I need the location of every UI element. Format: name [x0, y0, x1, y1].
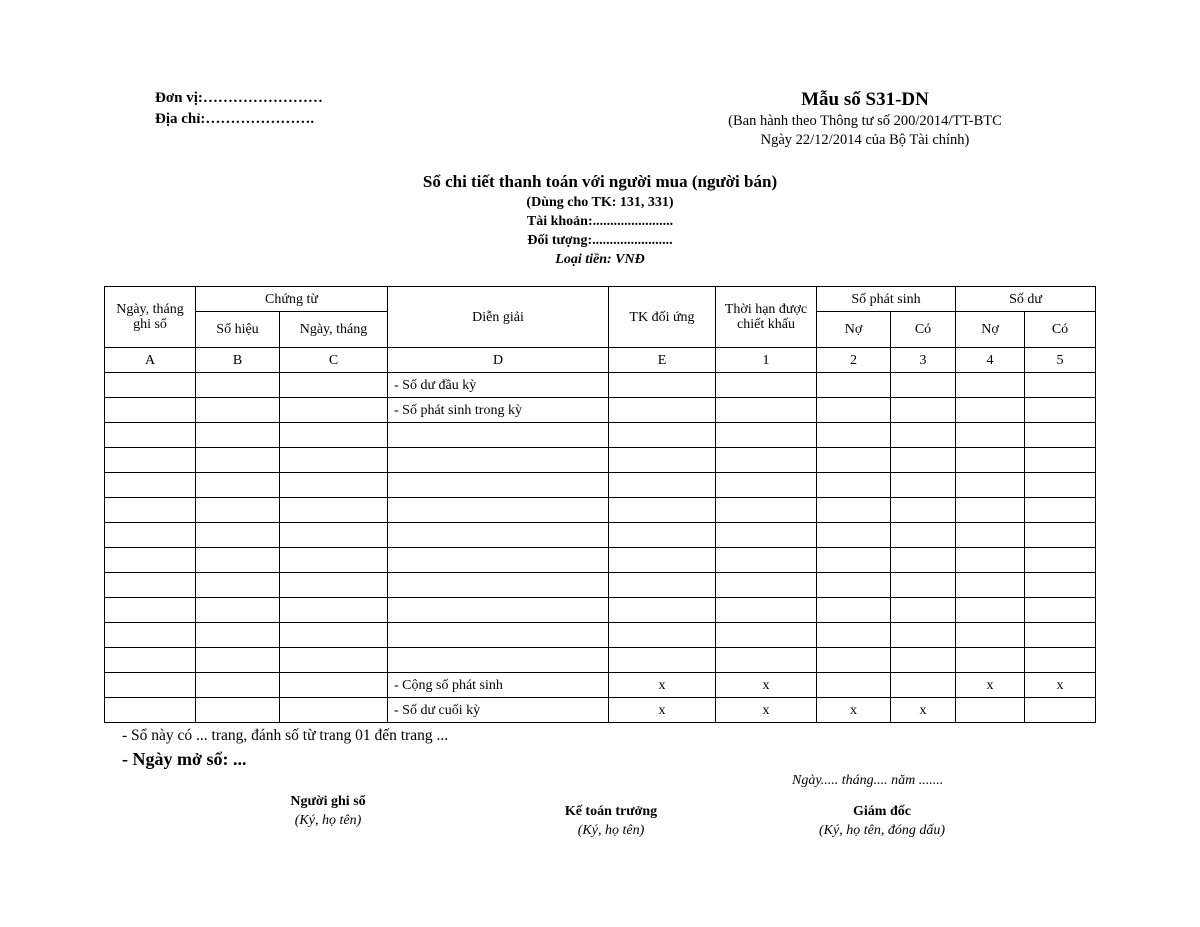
table-cell — [609, 648, 716, 673]
header-voucher-date: Ngày, tháng — [280, 312, 388, 348]
table-cell — [956, 498, 1025, 523]
column-code: C — [280, 348, 388, 373]
usage-note: (Dùng cho TK: 131, 331) — [526, 195, 674, 210]
open-date: - Ngày mở sổ: ... — [122, 749, 247, 769]
header-contra-account: TK đối ứng — [609, 287, 716, 348]
table-cell — [956, 698, 1025, 723]
table-cell — [1025, 473, 1096, 498]
table-cell — [1025, 448, 1096, 473]
table-cell — [716, 548, 817, 573]
table-cell — [105, 648, 196, 673]
table-cell — [891, 573, 956, 598]
table-cell — [105, 523, 196, 548]
table-cell — [609, 448, 716, 473]
table-row — [105, 673, 1096, 698]
table-cell — [956, 398, 1025, 423]
account-label: Tài khoản:....................... — [526, 214, 674, 229]
table-cell — [609, 523, 716, 548]
signature-recorder — [228, 792, 428, 830]
table-cell — [196, 448, 280, 473]
column-code: 2 — [817, 348, 891, 373]
issued-line-1: (Ban hành theo Thông tư số 200/2014/TT-BTC — [728, 113, 1002, 129]
table-cell — [280, 623, 388, 648]
table-cell — [956, 548, 1025, 573]
table-cell — [609, 598, 716, 623]
table-cell — [609, 398, 716, 423]
table-cell — [956, 648, 1025, 673]
table-cell — [716, 523, 817, 548]
table-row — [105, 498, 1096, 523]
table-cell — [817, 448, 891, 473]
table-cell — [716, 473, 817, 498]
table-cell — [609, 373, 716, 398]
header-date: Ngày, tháng ghi sổ — [105, 287, 196, 348]
header-balance-debit: Nợ — [956, 312, 1025, 348]
table-cell — [280, 398, 388, 423]
table-cell — [280, 598, 388, 623]
table-cell — [105, 448, 196, 473]
table-cell — [817, 573, 891, 598]
table-cell — [1025, 648, 1096, 673]
table-cell — [891, 548, 956, 573]
signature-chief-accountant — [511, 802, 711, 840]
unit-info — [155, 88, 323, 130]
unit-label: Đơn vị:…………………… — [155, 90, 323, 106]
table-cell — [388, 423, 609, 448]
table-cell — [817, 373, 891, 398]
table-cell — [196, 698, 280, 723]
table-cell — [891, 423, 956, 448]
header-arising: Số phát sinh — [817, 287, 956, 312]
header-voucher-number: Số hiệu — [196, 312, 280, 348]
table-cell — [716, 373, 817, 398]
table-cell — [609, 498, 716, 523]
table-cell — [196, 673, 280, 698]
table-cell — [817, 548, 891, 573]
table-cell: - Số dư cuối kỳ — [388, 698, 609, 723]
recorder-title: Người ghi sổ — [290, 794, 366, 809]
table-cell — [716, 623, 817, 648]
table-cell: x — [817, 698, 891, 723]
table-cell — [280, 698, 388, 723]
table-cell — [817, 598, 891, 623]
table-cell — [1025, 698, 1096, 723]
table-cell — [105, 673, 196, 698]
table-cell — [891, 473, 956, 498]
table-cell — [105, 473, 196, 498]
table-cell — [388, 448, 609, 473]
table-cell — [280, 448, 388, 473]
table-cell — [716, 648, 817, 673]
table-cell: - Số dư đầu kỳ — [388, 373, 609, 398]
column-code: 4 — [956, 348, 1025, 373]
recorder-note: (Ký, họ tên) — [294, 813, 362, 828]
table-cell — [1025, 498, 1096, 523]
table-cell — [280, 523, 388, 548]
director-note: (Ký, họ tên, đóng dấu) — [819, 823, 945, 838]
table-cell: x — [891, 698, 956, 723]
column-code: A — [105, 348, 196, 373]
table-cell — [609, 423, 716, 448]
table-cell — [388, 623, 609, 648]
column-code-row — [105, 348, 1096, 373]
table-cell — [388, 573, 609, 598]
table-cell — [817, 398, 891, 423]
table-cell — [105, 498, 196, 523]
table-cell — [196, 548, 280, 573]
table-cell — [891, 673, 956, 698]
header-voucher: Chứng từ — [196, 287, 388, 312]
table-cell — [609, 548, 716, 573]
table-cell — [105, 698, 196, 723]
table-cell — [105, 598, 196, 623]
table-row — [105, 598, 1096, 623]
chief-accountant-note: (Ký, họ tên) — [577, 823, 645, 838]
table-cell: x — [609, 698, 716, 723]
table-row — [105, 373, 1096, 398]
director-title: Giám đốc — [853, 804, 911, 819]
table-cell — [1025, 598, 1096, 623]
table-cell: - Cộng số phát sinh — [388, 673, 609, 698]
table-cell — [956, 423, 1025, 448]
table-row — [105, 398, 1096, 423]
table-cell — [388, 473, 609, 498]
column-code: 3 — [891, 348, 956, 373]
table-cell — [196, 423, 280, 448]
table-cell — [1025, 373, 1096, 398]
table-cell — [609, 473, 716, 498]
table-cell — [1025, 523, 1096, 548]
table-row — [105, 648, 1096, 673]
column-code: E — [609, 348, 716, 373]
table-cell — [196, 598, 280, 623]
header-description: Diễn giải — [388, 287, 609, 348]
table-cell — [105, 398, 196, 423]
currency-label: Loại tiền: VNĐ — [555, 252, 645, 267]
table-cell — [716, 423, 817, 448]
address-label: Địa chỉ:…………………. — [155, 111, 315, 127]
table-cell — [1025, 548, 1096, 573]
column-code: 1 — [716, 348, 817, 373]
table-cell — [891, 498, 956, 523]
table-row — [105, 573, 1096, 598]
table-cell — [891, 448, 956, 473]
table-cell — [280, 673, 388, 698]
table-cell — [817, 423, 891, 448]
header-arising-debit: Nợ — [817, 312, 891, 348]
table-cell — [609, 623, 716, 648]
table-row — [105, 548, 1096, 573]
header-discount-term: Thời hạn được chiết khấu — [716, 287, 817, 348]
table-cell — [716, 498, 817, 523]
table-cell — [196, 398, 280, 423]
page-title: Sổ chi tiết thanh toán với người mua (người bán) — [422, 172, 778, 191]
column-code: B — [196, 348, 280, 373]
table-cell — [280, 373, 388, 398]
header-balance: Số dư — [956, 287, 1096, 312]
table-cell: x — [609, 673, 716, 698]
table-cell — [956, 473, 1025, 498]
table-cell — [956, 573, 1025, 598]
table-cell: - Số phát sinh trong kỳ — [388, 398, 609, 423]
table-cell — [956, 448, 1025, 473]
table-cell — [280, 648, 388, 673]
table-cell — [196, 623, 280, 648]
table-cell — [388, 648, 609, 673]
pages-note: - Sổ này có ... trang, đánh số từ trang 01 đến trang ... — [122, 727, 449, 744]
table-cell — [716, 573, 817, 598]
table-cell — [105, 623, 196, 648]
table-cell — [105, 423, 196, 448]
table-row — [105, 698, 1096, 723]
table-row — [105, 423, 1096, 448]
table-cell — [105, 548, 196, 573]
table-cell — [817, 523, 891, 548]
table-cell — [716, 448, 817, 473]
table-cell — [817, 623, 891, 648]
form-number: Mẫu số S31-DN — [801, 89, 929, 110]
table-cell — [196, 373, 280, 398]
table-cell — [280, 498, 388, 523]
issued-line-2: Ngày 22/12/2014 của Bộ Tài chính) — [760, 132, 970, 148]
chief-accountant-title: Kế toán trưởng — [564, 804, 658, 819]
header-arising-credit: Có — [891, 312, 956, 348]
table-row — [105, 473, 1096, 498]
table-cell — [891, 398, 956, 423]
ledger-table — [104, 286, 1096, 723]
table-cell — [956, 598, 1025, 623]
table-cell — [388, 548, 609, 573]
table-cell — [388, 523, 609, 548]
table-cell — [1025, 423, 1096, 448]
table-cell — [196, 473, 280, 498]
table-cell — [817, 498, 891, 523]
column-code: 5 — [1025, 348, 1096, 373]
table-cell — [105, 373, 196, 398]
signature-director — [767, 802, 997, 840]
table-cell — [716, 598, 817, 623]
table-cell — [817, 648, 891, 673]
table-cell — [891, 523, 956, 548]
table-cell: x — [1025, 673, 1096, 698]
table-cell — [280, 573, 388, 598]
header-balance-credit: Có — [1025, 312, 1096, 348]
table-cell — [196, 498, 280, 523]
table-row — [105, 623, 1096, 648]
table-cell — [817, 673, 891, 698]
column-code: D — [388, 348, 609, 373]
table-cell: x — [716, 673, 817, 698]
table-cell — [280, 548, 388, 573]
table-cell: x — [956, 673, 1025, 698]
table-cell — [388, 498, 609, 523]
table-row — [105, 448, 1096, 473]
table-row — [105, 523, 1096, 548]
table-cell — [196, 573, 280, 598]
table-cell — [956, 373, 1025, 398]
table-cell — [716, 398, 817, 423]
subject-label: Đối tượng:....................... — [527, 233, 673, 248]
table-cell — [956, 623, 1025, 648]
table-cell: x — [716, 698, 817, 723]
form-info — [680, 88, 1050, 150]
table-cell — [891, 648, 956, 673]
table-cell — [1025, 573, 1096, 598]
table-cell — [891, 623, 956, 648]
table-cell — [956, 523, 1025, 548]
table-cell — [891, 373, 956, 398]
table-cell — [817, 473, 891, 498]
table-cell — [280, 423, 388, 448]
table-cell — [891, 598, 956, 623]
title-block — [0, 170, 1200, 269]
table-cell — [388, 598, 609, 623]
table-cell — [105, 573, 196, 598]
table-cell — [196, 648, 280, 673]
table-cell — [280, 473, 388, 498]
table-cell — [1025, 623, 1096, 648]
signature-date-line: Ngày..... tháng.... năm ....... — [792, 773, 944, 788]
table-cell — [1025, 398, 1096, 423]
table-cell — [609, 573, 716, 598]
table-cell — [196, 523, 280, 548]
